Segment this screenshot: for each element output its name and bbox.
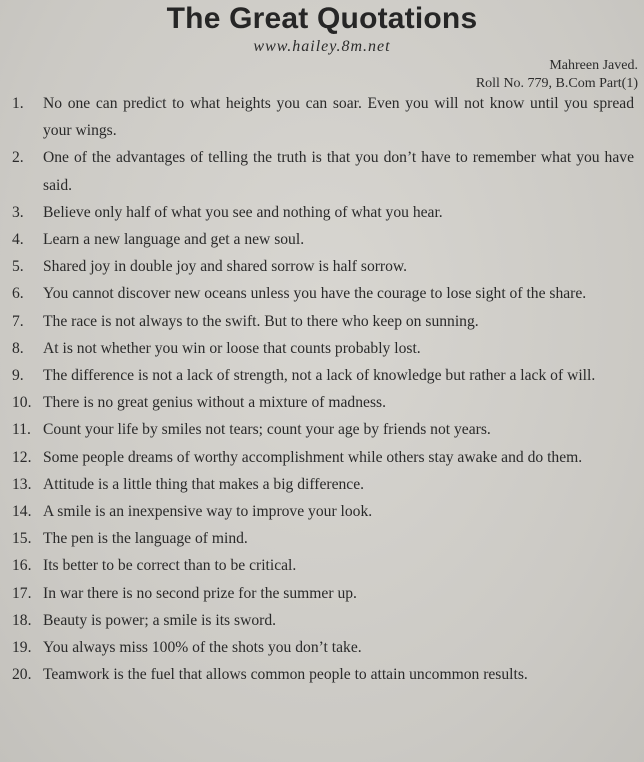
quote-text: The difference is not a lack of strength, not a lack of knowledge but rather a lack of will. — [43, 367, 596, 385]
quote-text: A smile is an inexpensive way to improve your look. — [43, 503, 373, 521]
quote-text: Its better to be correct than to be critical. — [43, 557, 297, 575]
item-number: 11. — [12, 421, 31, 439]
item-number: 17. — [12, 584, 32, 602]
quote-text: You cannot discover new oceans unless you have the courage to lose sight of the share. — [43, 285, 587, 303]
roll-number: Roll No. 779, B.Com Part(1) — [475, 76, 638, 91]
item-number: 4. — [12, 231, 24, 249]
list-item — [12, 226, 634, 253]
item-number: 7. — [12, 312, 24, 330]
list-item — [12, 580, 634, 607]
list-item — [12, 607, 634, 634]
quote-text: Teamwork is the fuel that allows common people to attain uncommon results. — [43, 666, 528, 684]
item-number: 3. — [12, 203, 24, 221]
quote-text: Some people dreams of worthy accomplishment while others stay awake and do them. — [43, 448, 583, 466]
list-item — [12, 90, 634, 144]
list-item — [12, 661, 634, 688]
quote-text: At is not whether you win or loose that counts probably lost. — [43, 339, 421, 357]
list-item — [12, 362, 634, 389]
list-item — [12, 498, 634, 525]
item-number: 14. — [12, 503, 32, 521]
author-block — [476, 57, 638, 93]
list-item — [12, 471, 634, 498]
item-number: 13. — [12, 475, 32, 493]
item-number: 10. — [12, 394, 32, 412]
page-title: The Great Quotations — [166, 2, 478, 35]
list-item — [12, 525, 634, 552]
list-item — [12, 253, 634, 280]
item-number: 2. — [12, 149, 24, 167]
list-item — [12, 634, 634, 661]
quote-text: Count your life by smiles not tears; count your age by friends not years. — [43, 421, 491, 439]
item-number: 18. — [12, 611, 32, 629]
list-item — [12, 199, 634, 226]
list-item — [12, 335, 634, 362]
quote-text: The race is not always to the swift. But to there who keep on sunning. — [43, 312, 479, 330]
list-item — [12, 144, 634, 198]
list-item — [12, 389, 634, 416]
item-number: 19. — [12, 639, 32, 657]
quote-text: Shared joy in double joy and shared sorrow is half sorrow. — [43, 258, 408, 276]
item-number: 15. — [12, 530, 32, 548]
author-name: Mahreen Javed. — [549, 58, 638, 73]
item-number: 16. — [12, 557, 32, 575]
quote-text: You always miss 100% of the shots you don’t take. — [43, 639, 362, 657]
item-number: 12. — [12, 448, 32, 466]
list-item — [12, 416, 634, 443]
website-url: www.hailey.8m.net — [253, 38, 391, 55]
quote-text: One of the advantages of telling the truth is that you don’t have to remember what you have said. — [43, 149, 634, 194]
item-number: 8. — [12, 339, 24, 357]
quote-text: Believe only half of what you see and nothing of what you hear. — [43, 203, 443, 221]
quote-text: In war there is no second prize for the summer up. — [43, 584, 357, 602]
quote-text: Learn a new language and get a new soul. — [43, 231, 305, 249]
quotation-list — [12, 90, 634, 688]
item-number: 20. — [12, 666, 32, 684]
list-item — [12, 444, 634, 471]
item-number: 9. — [12, 367, 24, 385]
quote-text: The pen is the language of mind. — [43, 530, 248, 548]
quote-text: No one can predict to what heights you can soar. Even you will not know until you spread your wings. — [43, 95, 634, 140]
item-number: 1. — [12, 95, 24, 112]
list-item — [12, 280, 634, 307]
quote-text: Beauty is power; a smile is its sword. — [43, 611, 277, 629]
list-item — [12, 308, 634, 335]
quote-text: Attitude is a little thing that makes a big difference. — [43, 475, 365, 493]
item-number: 6. — [12, 285, 24, 303]
item-number: 5. — [12, 258, 24, 276]
list-item — [12, 552, 634, 579]
quote-text: There is no great genius without a mixture of madness. — [43, 394, 386, 412]
